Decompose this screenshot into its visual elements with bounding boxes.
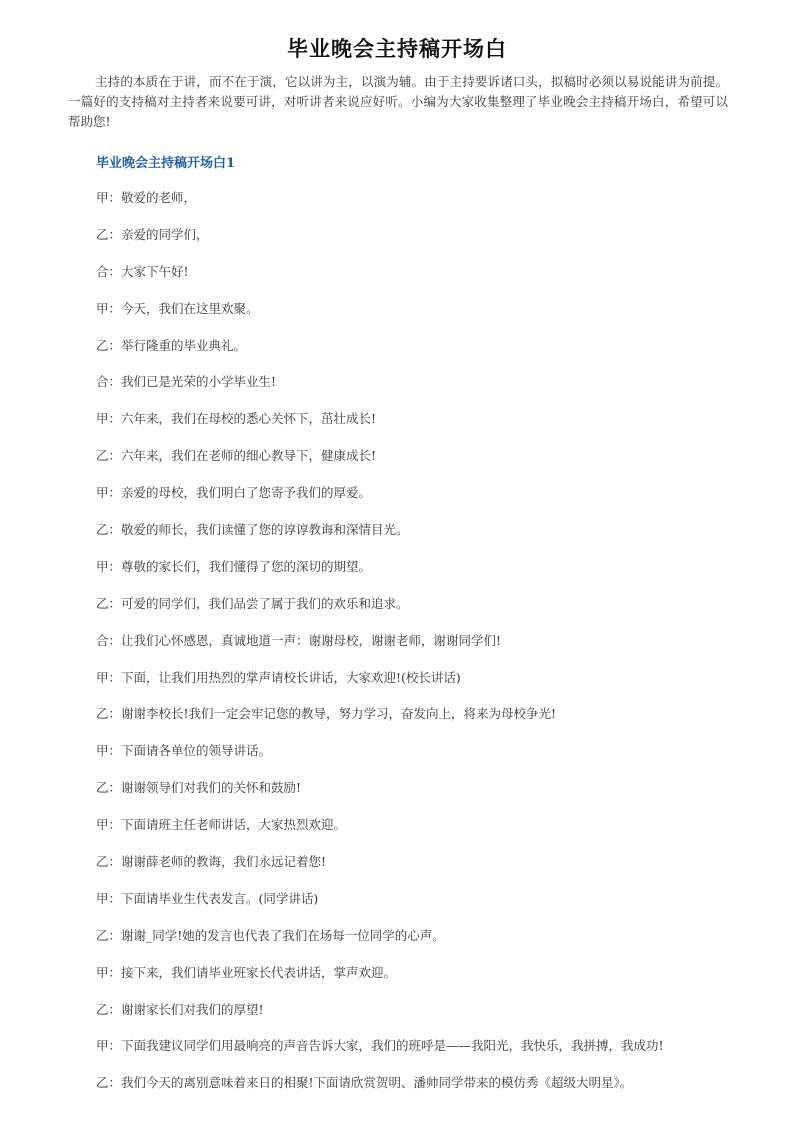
script-line: 乙：敬爱的师长，我们读懂了您的谆谆教诲和深情目光。 (96, 522, 409, 538)
script-line: 甲：六年来，我们在母校的悉心关怀下，茁壮成长! (96, 411, 377, 427)
document-title: 毕业晚会主持稿开场白 (287, 37, 507, 61)
script-line: 乙：谢谢_同学!她的发言也代表了我们在场每一位同学的心声。 (96, 927, 445, 943)
script-line: 甲：今天，我们在这里欢聚。 (96, 300, 259, 316)
script-line: 合：让我们心怀感恩，真诚地道一声：谢谢母校，谢谢老师，谢谢同学们! (96, 632, 502, 648)
section-heading: 毕业晚会主持稿开场白1 (96, 156, 236, 171)
script-line: 合：大家下午好! (96, 263, 189, 279)
script-line: 乙：我们今天的离别意味着来日的相聚!下面请欣赏贺明、潘帅同学带来的模仿秀《超级大明星》。 (96, 1075, 633, 1091)
script-line: 乙：谢谢薛老师的教诲，我们永远记着您! (96, 854, 327, 870)
script-line: 乙：谢谢领导们对我们的关怀和鼓励! (96, 780, 302, 796)
script-line: 乙：可爱的同学们，我们品尝了属于我们的欢乐和追求。 (96, 595, 409, 611)
script-line: 甲：下面请各单位的领导讲话。 (96, 743, 272, 759)
script-line: 合：我们已是光荣的小学毕业生! (96, 374, 277, 390)
script-line: 甲：下面请毕业生代表发言。(同学讲话) (96, 890, 319, 906)
script-line: 乙：亲爱的同学们， (96, 226, 209, 242)
script-line: 乙：谢谢李校长!我们一定会牢记您的教导，努力学习，奋发向上，将来为母校争光! (96, 706, 557, 722)
script-line: 甲：下面我建议同学们用最响亮的声音告诉大家，我们的班呼是——我阳光，我快乐，我拼搏，我成功! (96, 1038, 664, 1054)
script-line: 乙：谢谢家长们对我们的厚望! (96, 1001, 264, 1017)
script-line: 甲：敬爱的老师， (96, 190, 197, 205)
intro-paragraph: 主持的本质在于讲，而不在于演，它以讲为主，以演为辅。由于主持要诉诸口头，拟稿时必须以易说能讲为前提。一篇好的支持稿对主持者来说要可讲，对听讲者来说应好听。小编为大家收集整理了毕业晚会主持稿开场白，希望可以帮助您! (68, 74, 728, 129)
script-line: 乙：举行隆重的毕业典礼。 (96, 337, 247, 353)
script-line: 甲：尊敬的家长们，我们懂得了您的深切的期望。 (96, 558, 372, 574)
script-line: 甲：下面请班主任老师讲话，大家热烈欢迎。 (96, 817, 347, 833)
script-line: 甲：亲爱的母校，我们明白了您寄予我们的厚爱。 (96, 485, 372, 501)
script-line: 甲：下面，让我们用热烈的掌声请校长讲话，大家欢迎!(校长讲话) (96, 669, 461, 685)
script-line: 甲：接下来，我们请毕业班家长代表讲话，掌声欢迎。 (96, 964, 397, 980)
script-lines (96, 188, 756, 1110)
script-line: 乙：六年来，我们在老师的细心教导下，健康成长! (96, 448, 377, 464)
